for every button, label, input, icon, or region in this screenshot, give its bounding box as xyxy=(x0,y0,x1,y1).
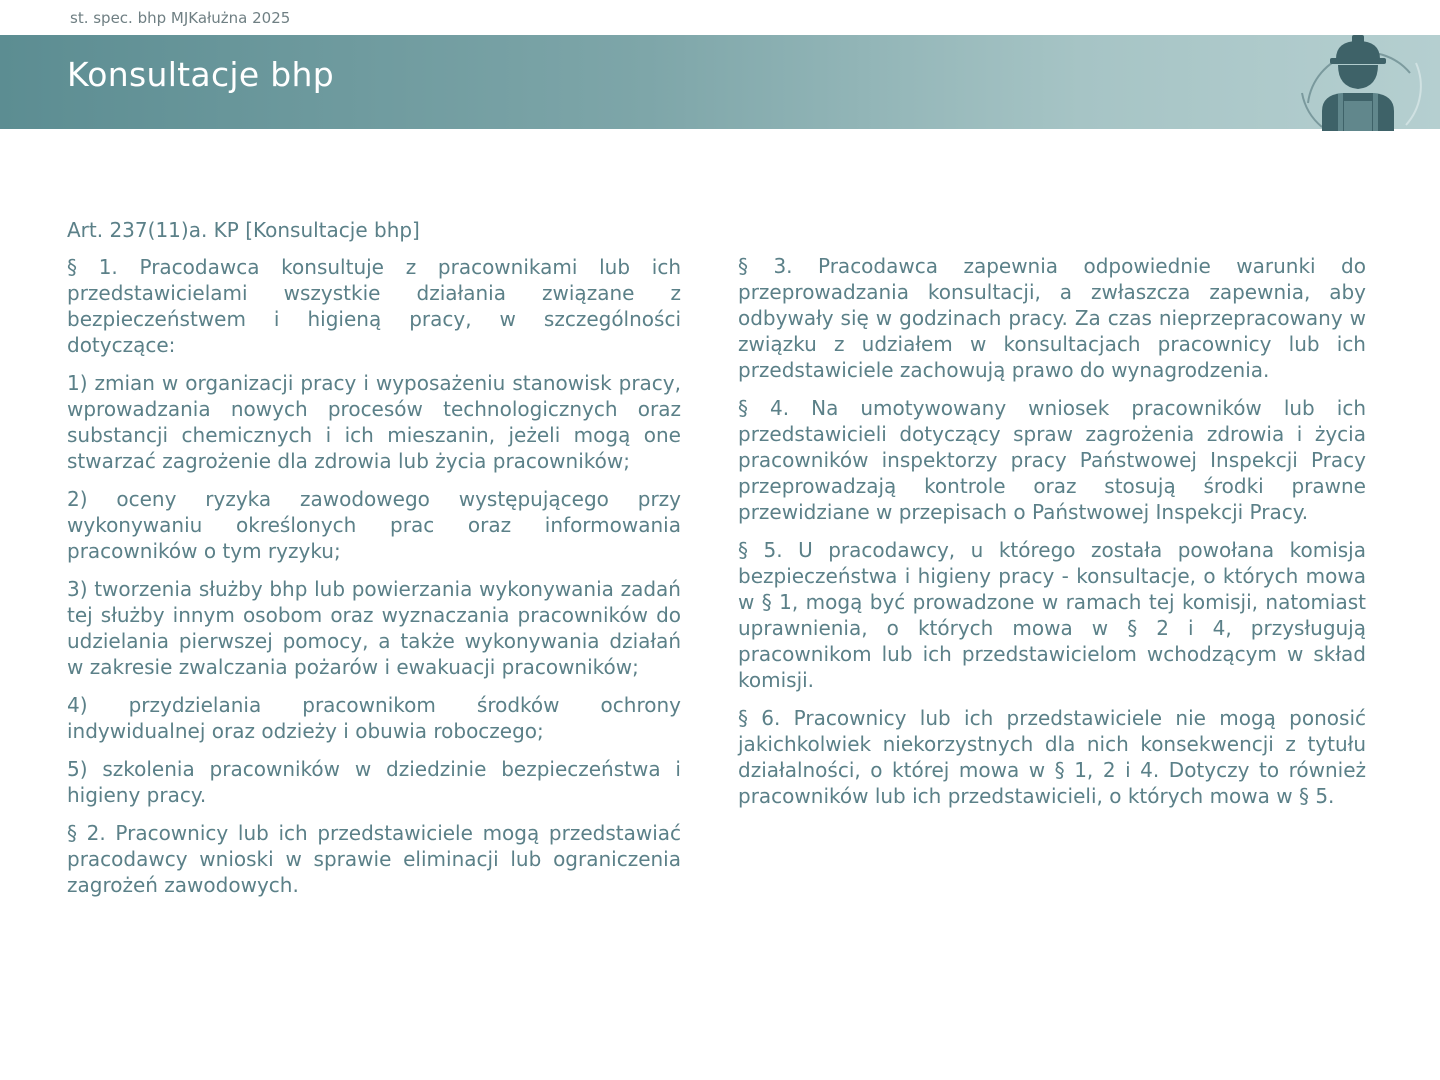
list-item-5: 5) szkolenia pracowników w dziedzinie bezpieczeństwa i higieny pracy. xyxy=(67,757,681,807)
paragraph-5: § 5. U pracodawcy, u którego została powołana komisja bezpieczeństwa i higieny pracy - konsultacje, o których mowa w § 1, mogą być prowadzone w ramach tej komisji, natomiast uprawnienia, o których mowa w § 2 i 4, przysługują pracownikom lub ich przedstawicielom wchodzącym w skład komisji. xyxy=(738,538,1366,692)
list-item-3: 3) tworzenia służby bhp lub powierzania wykonywania zadań tej służby innym osobom oraz wyznaczania pracowników do udzielania pierwszej pomocy, a także wykonywania działań w zakresie zwalczania pożarów i ewakuacji pracowników; xyxy=(67,577,681,679)
paragraph-4: § 4. Na umotywowany wniosek pracowników lub ich przedstawicieli dotyczący spraw zagrożenia zdrowia i życia pracowników inspektorzy pracy Państwowej Inspekcji Pracy przeprowadzają kontrole oraz stosują środki prawne przewidziane w przepisach o Państwowej Inspekcji Pracy. xyxy=(738,396,1366,524)
page-title: Konsultacje bhp xyxy=(67,55,334,94)
article-heading: Art. 237(11)a. KP [Konsultacje bhp] xyxy=(67,218,420,242)
worker-helmet-icon xyxy=(1292,33,1426,131)
paragraph-1: § 1. Pracodawca konsultuje z pracownikami lub ich przedstawicielami wszystkie działania związane z bezpieczeństwem i higieną pracy, w szczególności dotyczące: xyxy=(67,255,681,357)
left-text-column xyxy=(67,217,681,910)
list-item-2: 2) oceny ryzyka zawodowego występującego przy wykonywaniu określonych prac oraz informowania pracowników o tym ryzyku; xyxy=(67,487,681,563)
paragraph-3: § 3. Pracodawca zapewnia odpowiednie warunki do przeprowadzania konsultacji, a zwłaszcza zapewnia, aby odbywały się w godzinach pracy. Za czas nieprzepracowany w związku z udziałem w konsultacjach pracownicy lub ich przedstawiciele zachowują prawo do wynagrodzenia. xyxy=(738,254,1366,382)
paragraph-6: § 6. Pracownicy lub ich przedstawiciele nie mogą ponosić jakichkolwiek niekorzystnych dla nich konsekwencji z tytułu działalności, o której mowa w § 1, 2 i 4. Dotyczy to również pracowników lub ich przedstawicieli, o których mowa w § 5. xyxy=(738,706,1366,808)
footer-watermark: st. spec. bhp MJKałużna 2025 xyxy=(70,9,291,27)
title-banner xyxy=(0,35,1440,129)
list-item-1: 1) zmian w organizacji pracy i wyposażeniu stanowisk pracy, wprowadzania nowych procesów technologicznych oraz substancji chemicznych i ich mieszanin, jeżeli mogą one stwarzać zagrożenie dla zdrowia lub życia pracowników; xyxy=(67,371,681,473)
paragraph-2: § 2. Pracownicy lub ich przedstawiciele mogą przedstawiać pracodawcy wnioski w sprawie eliminacji lub ograniczenia zagrożeń zawodowych. xyxy=(67,821,681,897)
list-item-4: 4) przydzielania pracownikom środków ochrony indywidualnej oraz odzieży i obuwia roboczego; xyxy=(67,693,681,743)
right-text-column xyxy=(738,253,1366,821)
